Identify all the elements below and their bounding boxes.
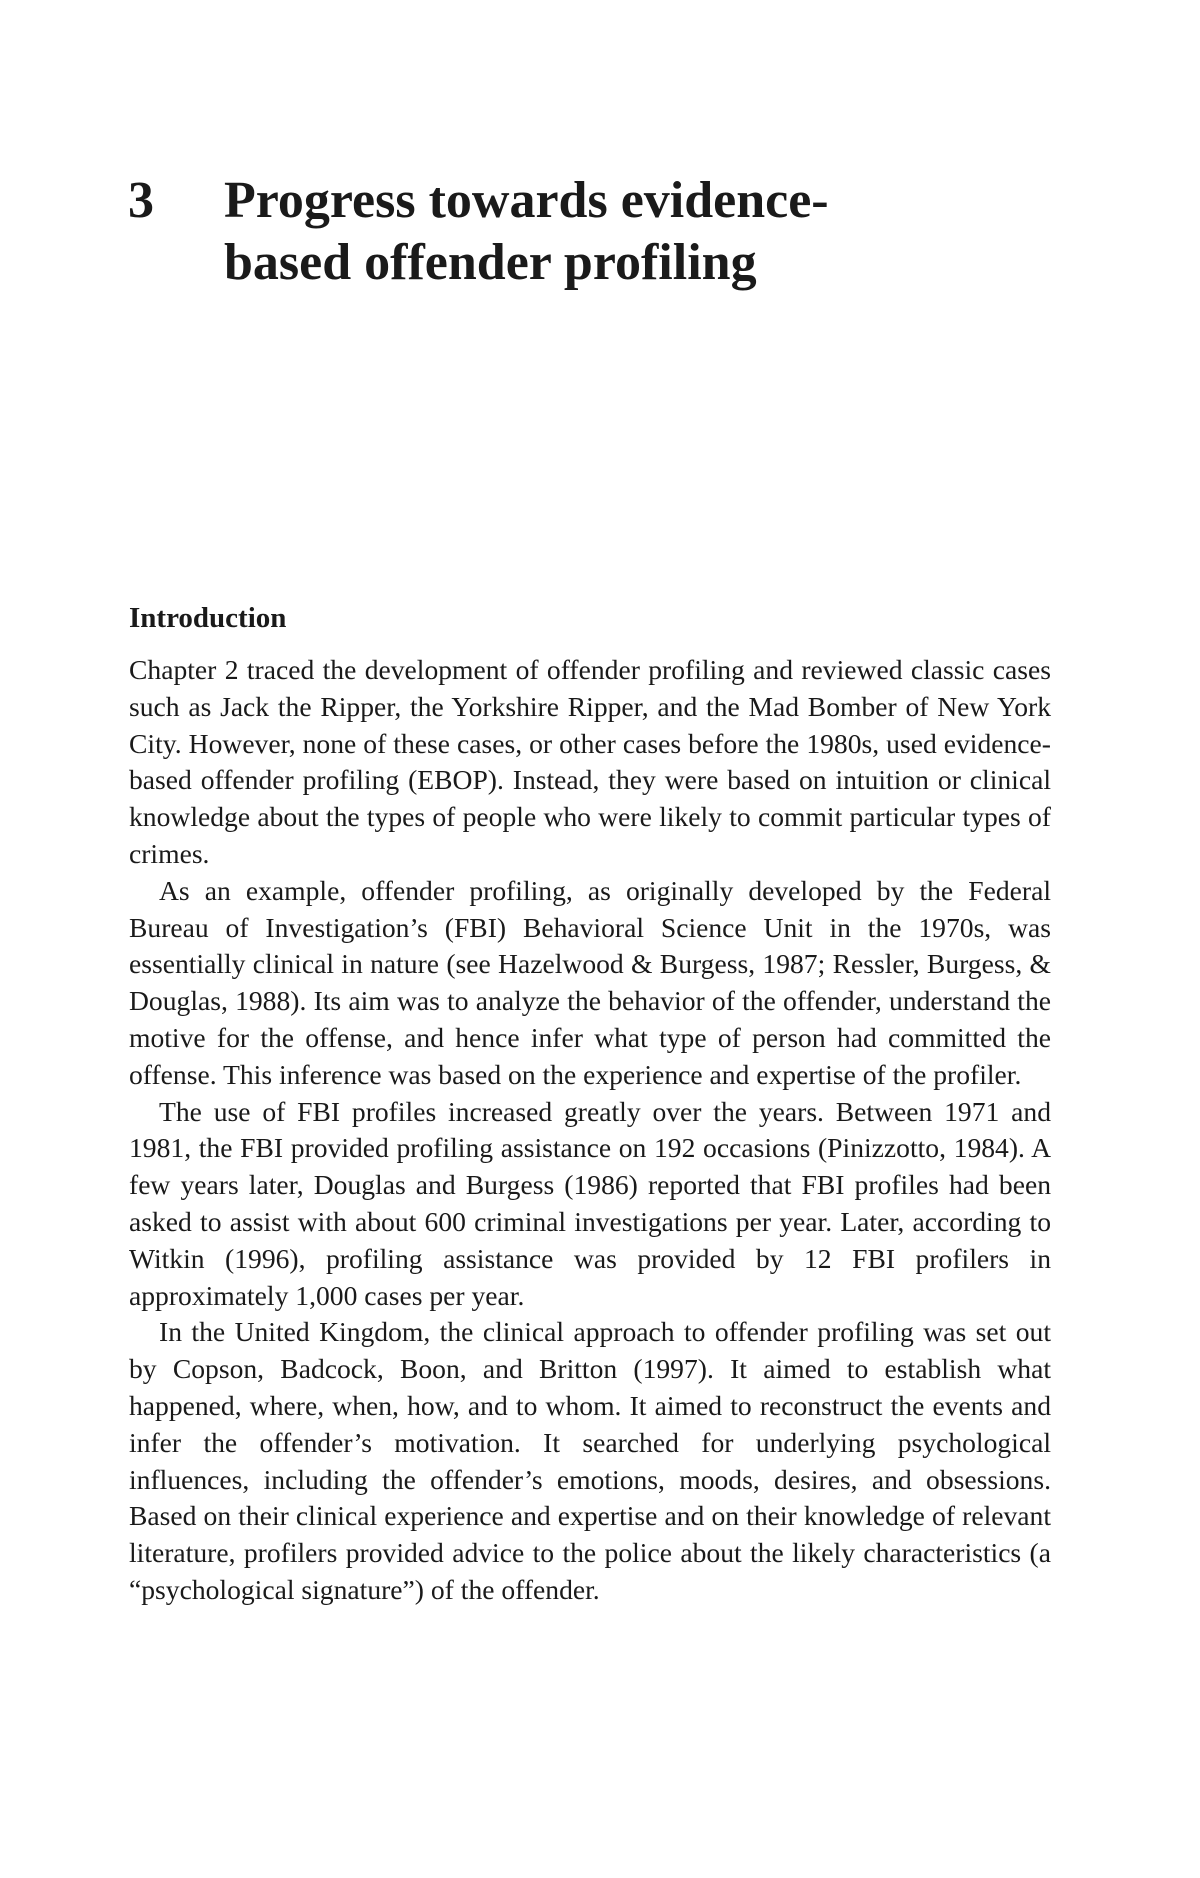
chapter-title-line-2: based offender profiling — [224, 234, 757, 291]
paragraph: As an example, offender profiling, as originally developed by the Federal Bureau of Investigation’s (FBI) Behavioral Science Unit in the 1970s, was essentially clinical in nature (see Hazelwood & Burgess, 1987; Ressler, Burgess, & Douglas, 1988). Its aim was to analyze the behavior of the offender, understand the motive for the offense, and hence infer what type of person had committed the offense. This inference was based on the experience and expertise of the profiler. — [129, 874, 1051, 1090]
chapter-title — [224, 170, 924, 294]
paragraph: The use of FBI profiles increased greatly over the years. Between 1971 and 1981, the FBI provided profiling assistance on 192 occasions (Pinizzotto, 1984). A few years later, Douglas and Burgess (1986) reported that FBI profiles had been asked to assist with about 600 criminal investigations per year. Later, according to Witkin (1996), profiling assistance was provided by 12 FBI profilers in approximately 1,000 cases per year. — [129, 1095, 1051, 1311]
body-text — [129, 652, 1051, 1609]
section-heading: Introduction — [129, 602, 287, 634]
chapter-title-line-1: Progress towards evidence- — [224, 172, 829, 229]
chapter-number: 3 — [128, 172, 154, 229]
paragraph: Chapter 2 traced the development of offender profiling and reviewed classic cases such as Jack the Ripper, the Yorkshire Ripper, and the Mad Bomber of New York City. However, none of these cases, or other cases before the 1980s, used evidence-based offender profiling (EBOP). Instead, they were based on intuition or clinical knowledge about the types of people who were likely to commit particular types of crimes. — [129, 654, 1051, 869]
paragraph: In the United Kingdom, the clinical approach to offender profiling was set out by Copson, Badcock, Boon, and Britton (1997). It aimed to establish what happened, where, when, how, and to whom. It aimed to reconstruct the events and infer the offender’s motivation. It searched for underlying psychological influences, including the offender’s emotions, moods, desires, and obsessions. Based on their clinical experience and expertise and on their knowledge of relevant literature, profilers provided advice to the police about the likely characteristics (a “psychological signature”) of the offender. — [129, 1316, 1051, 1605]
